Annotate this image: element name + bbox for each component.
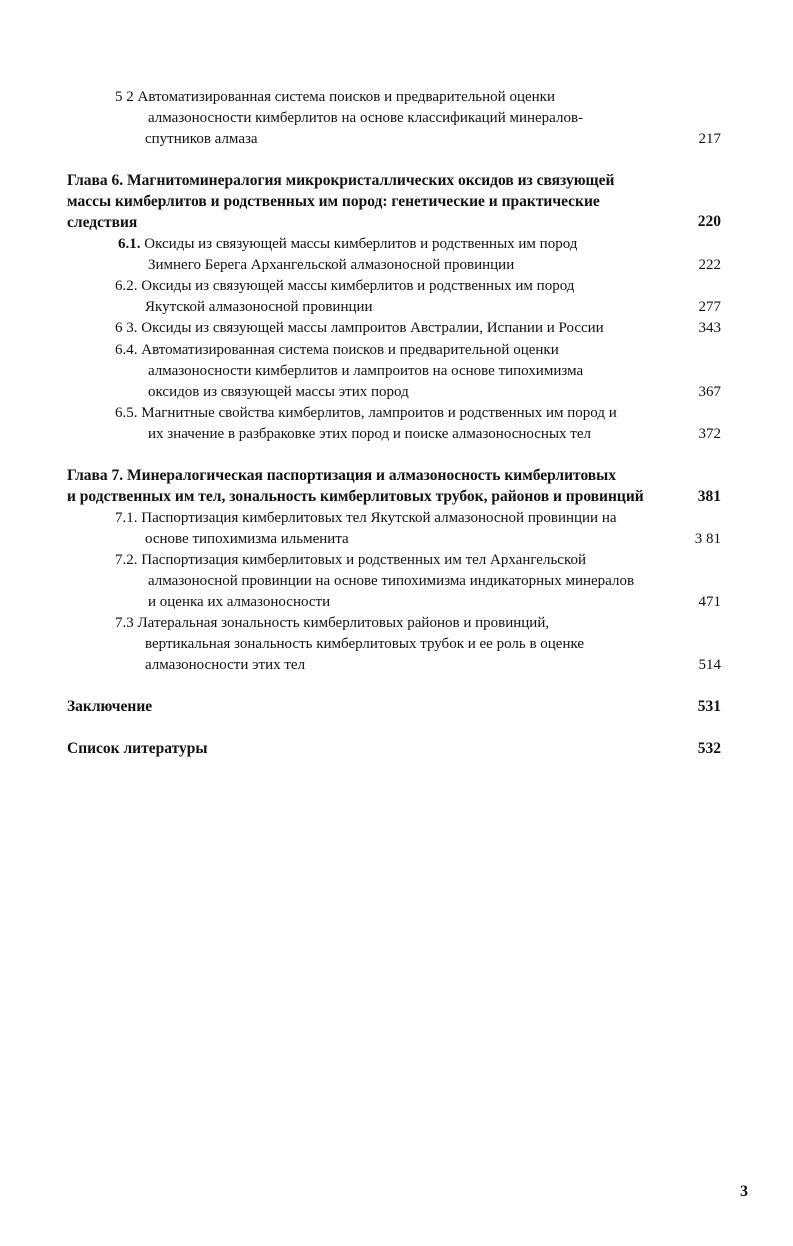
toc-6-2-page: 277 (698, 299, 721, 315)
toc-7-1-line-1: 7.1. Паспортизация кимберлитовых тел Якутской алмазоносной провинции на (115, 510, 617, 526)
toc-5-2-line-3: спутников алмаза (145, 131, 258, 147)
toc-6-4-line-1: 6.4. Автоматизированная система поисков и предварительной оценки (115, 342, 559, 358)
toc-6-3-page: 343 (698, 320, 721, 336)
toc-chapter-7-line-2: и родственных им тел, зональность кимберлитовых трубок, районов и провинций (67, 488, 644, 505)
toc-chapter-6-page: 220 (697, 213, 721, 230)
toc-6-5-line-1: 6.5. Магнитные свойства кимберлитов, лампроитов и родственных им пород и (115, 405, 617, 421)
toc-7-2-line-3: и оценка их алмазоносности (148, 594, 331, 610)
toc-7-3-line-2: вертикальная зональность кимберлитовых трубок и ее роль в оценке (145, 636, 585, 652)
toc-7-1-line-2: основе типохимизма ильменита (145, 531, 349, 547)
toc-chapter-7-line-1: Глава 7. Минералогическая паспортизация и алмазоносность кимберлитовых (67, 467, 617, 484)
toc-6-3-line-1: 6 3. Оксиды из связующей массы лампроитов Австралии, Испании и России (115, 320, 604, 336)
toc-conclusion-label: Заключение (67, 698, 153, 715)
toc-7-2-line-1: 7.2. Паспортизация кимберлитовых и родственных им тел Архангельской (115, 552, 586, 568)
toc-6-4-line-2: алмазоносности кимберлитов и лампроитов на основе типохимизма (148, 363, 584, 379)
toc-6-1-line-1 (118, 235, 577, 253)
toc-6-4-line-3: оксидов из связующей массы этих пород (148, 384, 409, 400)
toc-5-2-line-2: алмазоносности кимберлитов на основе классификаций минералов- (148, 110, 584, 126)
toc-6-2-line-1: 6.2. Оксиды из связующей массы кимберлитов и родственных им пород (115, 278, 575, 294)
toc-5-2-page: 217 (698, 131, 721, 147)
page-number: 3 (740, 1183, 748, 1200)
toc-chapter-6-line-2: массы кимберлитов и родственных им пород: генетические и практические (67, 193, 600, 210)
toc-7-3-line-3: алмазоносности этих тел (145, 657, 306, 673)
toc-7-2-line-2: алмазоносной провинции на основе типохимизма индикаторных минералов (148, 573, 635, 589)
toc-6-5-line-2: их значение в разбраковке этих пород и поиске алмазоносносных тел (148, 426, 591, 442)
toc-conclusion-page: 531 (697, 698, 721, 715)
toc-references-label: Список литературы (67, 740, 208, 757)
toc-7-1-page: 3 81 (694, 531, 721, 547)
toc-5-2-line-1: 5 2 Автоматизированная система поисков и предварительной оценки (115, 89, 555, 105)
toc-6-1-number: 6.1. (118, 236, 141, 252)
toc-7-3-line-1: 7.3 Латеральная зональность кимберлитовых районов и провинций, (115, 615, 550, 631)
toc-7-2-page: 471 (698, 594, 721, 610)
toc-6-4-page: 367 (698, 384, 721, 400)
toc-chapter-7-page: 381 (697, 488, 721, 505)
toc-6-1-line-2: Зимнего Берега Архангельской алмазоносной провинции (148, 257, 515, 273)
toc-6-5-page: 372 (698, 426, 721, 442)
toc-references-page: 532 (697, 740, 721, 757)
toc-6-1-title: Оксиды из связующей массы кимберлитов и родственных им пород (140, 236, 578, 252)
toc-6-2-line-2: Якутской алмазоносной провинции (145, 299, 373, 315)
toc-6-1-page: 222 (698, 257, 721, 273)
toc-7-3-page: 514 (698, 657, 721, 673)
toc-chapter-6-line-1: Глава 6. Магнитоминералогия микрокристаллических оксидов из связующей (67, 172, 615, 189)
toc-chapter-6-line-3: следствия (67, 214, 138, 231)
